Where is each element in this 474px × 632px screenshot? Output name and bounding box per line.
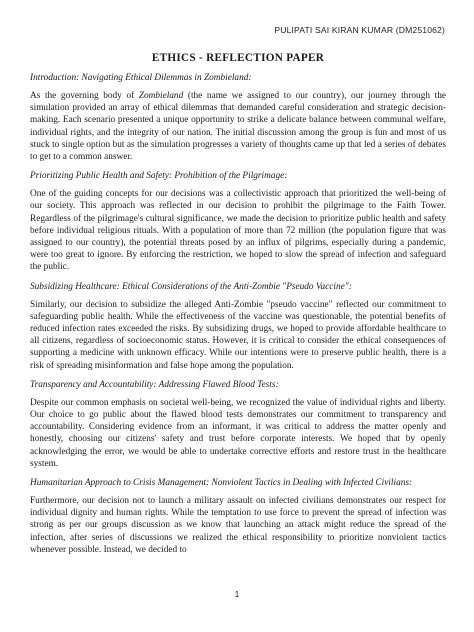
document-title: ETHICS - REFLECTION PAPER	[151, 52, 325, 64]
document-body	[30, 52, 446, 563]
section-paragraph-transparency: Despite our common emphasis on societal well-being, we recognized the value of individual rights and liberty. Our choice to go public about the flawed blood tests demonstrates our commitment to transparency and accountability. Considering evidence from an informant, it was critical to address the matter openly and honestly, choosing our citizens' safety and trust before corporate interests. We hoped that by openly acknowledging the error, we would be able to undertake corrective efforts and restore trust in the healthcare system.	[30, 397, 446, 469]
author-header: PULIPATI SAI KIRAN KUMAR (DM251062)	[274, 25, 445, 35]
page-number: 1	[234, 589, 240, 599]
section-paragraph-healthcare: Similarly, our decision to subsidize the alleged Anti-Zombie "pseudo vaccine" reflected our commitment to safeguarding public health. While the effectiveness of the vaccine was questionable, the potential benefits of reduced infection rates exceeded the risks. By subsidizing drugs, we hoped to provide affordable healthcare to all citizens, regardless of socioeconomic status. However, it is critical to consider the ethical consequences of supporting a medicine with unknown efficacy. While our intentions were to preserve public health, there is a risk of spreading misinformation and false hope among the population.	[30, 299, 446, 371]
country-name: Zombieland	[138, 91, 184, 101]
section-heading-crisis-management: Humanitarian Approach to Crisis Management: Nonviolent Tactics in Dealing with Infected Civilians:	[30, 478, 413, 489]
section-heading-public-health: Prioritizing Public Health and Safety: Prohibition of the Pilgrimage:	[30, 171, 288, 182]
section-heading-healthcare: Subsidizing Healthcare: Ethical Considerations of the Anti-Zombie "Pseudo Vaccine":	[30, 281, 352, 292]
section-heading-introduction: Introduction: Navigating Ethical Dilemmas in Zombieland:	[30, 73, 252, 83]
section-paragraph-public-health: One of the guiding concepts for our decisions was a collectivistic approach that prioritized the well-being of our society. This approach was reflected in our decision to prohibit the pilgrimage to the Faith Tower. Regardless of the pilgrimage's cultural significance, we made the decision to prioritize public health and safety before individual religious rituals. With a population of more than 72 million (the population figure that was assigned to our country), the potential threats posed by an influx of pilgrims, especially during a pandemic, were too great to ignore. By enforcing the restriction, we hoped to slow the spread of infection and safeguard the public.	[30, 189, 446, 273]
section-paragraph-crisis-management: Furthermore, our decision not to launch a military assault on infected civilians demonstrates our respect for individual dignity and human rights. While the temptation to use force to prevent the spread of infection was strong as per our groups discussion as we know that launching an attack might reduce the spread of the infection, after series of discussions we realized the ethical responsibility to prioritize nonviolent tactics whenever possible. Instead, we decided to	[30, 496, 446, 555]
section-heading-transparency: Transparency and Accountability: Addressing Flawed Blood Tests:	[30, 379, 279, 390]
section-paragraph-introduction: As the governing body of Zombieland (the name we assigned to our country), our journey through the simulation provided an array of ethical dilemmas that demanded careful consideration and strategic decision-making. Each scenario presented a unique opportunity to strike a delicate balance between communal welfare, individual rights, and the integrity of our nation. The initial discussion among the group is fun and most of us stuck to single option but as the simulation progresses a variety of thoughts came up that led a series of debates to get to a common answer.	[30, 91, 446, 163]
